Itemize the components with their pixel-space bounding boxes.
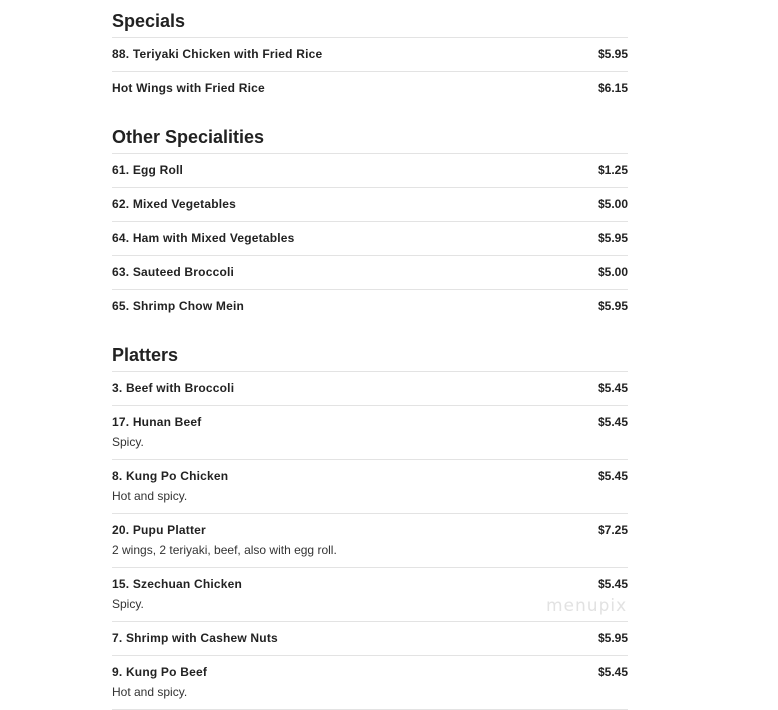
item-description: 2 wings, 2 teriyaki, beef, also with egg roll. bbox=[112, 543, 337, 557]
menu-item[interactable] bbox=[112, 405, 628, 459]
menu-item[interactable] bbox=[112, 255, 628, 289]
watermark: menupix bbox=[546, 596, 628, 616]
item-description: Hot and spicy. bbox=[112, 489, 188, 503]
item-name: 88. Teriyaki Chicken with Fried Rice bbox=[112, 47, 323, 61]
item-price: $7.25 bbox=[597, 523, 628, 537]
item-description: Hot and spicy. bbox=[112, 685, 188, 699]
item-name: 15. Szechuan Chicken bbox=[112, 577, 243, 591]
section-title: Other Specialities bbox=[112, 127, 265, 147]
section-specials bbox=[112, 0, 628, 105]
item-price: $1.25 bbox=[597, 163, 628, 177]
menu-item[interactable] bbox=[112, 153, 628, 187]
item-name: 62. Mixed Vegetables bbox=[112, 197, 237, 211]
item-name: 63. Sauteed Broccoli bbox=[112, 265, 235, 279]
item-name: 61. Egg Roll bbox=[112, 163, 184, 177]
item-price: $5.00 bbox=[597, 265, 628, 279]
menu-item[interactable] bbox=[112, 187, 628, 221]
item-price: $5.45 bbox=[597, 665, 628, 679]
item-name: 64. Ham with Mixed Vegetables bbox=[112, 231, 295, 245]
menu-item[interactable] bbox=[112, 371, 628, 405]
item-name: Hot Wings with Fried Rice bbox=[112, 81, 265, 95]
section-platters bbox=[112, 323, 628, 710]
item-name: 8. Kung Po Chicken bbox=[112, 469, 229, 483]
menu-item[interactable] bbox=[112, 513, 628, 567]
section-other-specialities bbox=[112, 105, 628, 323]
item-price: $5.00 bbox=[597, 197, 628, 211]
menu-item[interactable] bbox=[112, 71, 628, 105]
item-name: 20. Pupu Platter bbox=[112, 523, 206, 537]
item-name: 7. Shrimp with Cashew Nuts bbox=[112, 631, 278, 645]
menu-item[interactable] bbox=[112, 621, 628, 655]
menu-item[interactable] bbox=[112, 289, 628, 323]
item-price: $5.45 bbox=[597, 577, 628, 591]
item-name: 3. Beef with Broccoli bbox=[112, 381, 235, 395]
item-price: $5.95 bbox=[597, 47, 628, 61]
item-price: $5.45 bbox=[597, 415, 628, 429]
section-title: Specials bbox=[112, 11, 186, 31]
item-price: $5.95 bbox=[597, 631, 628, 645]
item-description: Spicy. bbox=[112, 597, 144, 611]
item-price: $6.15 bbox=[597, 81, 628, 95]
item-name: 17. Hunan Beef bbox=[112, 415, 202, 429]
item-name: 9. Kung Po Beef bbox=[112, 665, 208, 679]
menu-item[interactable] bbox=[112, 459, 628, 513]
item-price: $5.95 bbox=[597, 299, 628, 313]
menu-item[interactable] bbox=[112, 37, 628, 71]
menu-item[interactable] bbox=[112, 655, 628, 709]
section-title: Platters bbox=[112, 345, 179, 365]
menu-item[interactable] bbox=[112, 221, 628, 255]
item-price: $5.45 bbox=[597, 469, 628, 483]
item-price: $5.45 bbox=[597, 381, 628, 395]
item-description: Spicy. bbox=[112, 435, 144, 449]
item-name: 65. Shrimp Chow Mein bbox=[112, 299, 245, 313]
item-price: $5.95 bbox=[597, 231, 628, 245]
